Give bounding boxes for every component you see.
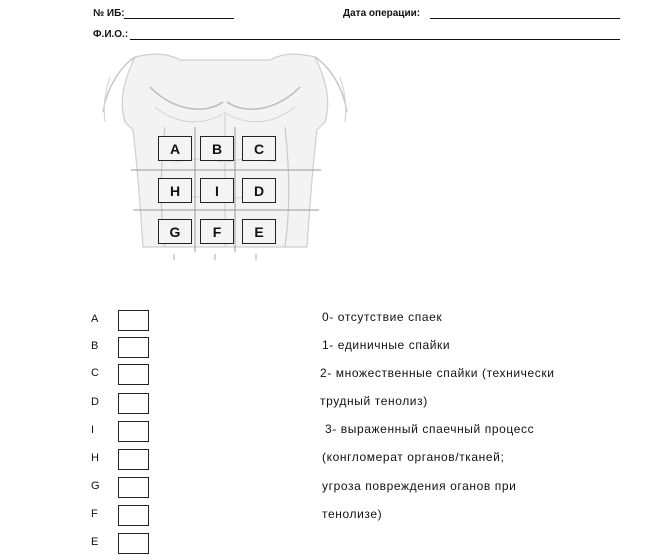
legend-line: тенолизе): [322, 507, 383, 521]
checklist-letter: A: [91, 313, 99, 325]
zone-g[interactable]: G: [158, 219, 192, 244]
score-box[interactable]: [118, 364, 149, 385]
date-label: Дата операции:: [343, 8, 421, 19]
legend-line: трудный тенолиз): [320, 394, 428, 408]
score-box[interactable]: [118, 477, 149, 498]
ib-label: № ИБ:: [93, 8, 125, 19]
checklist-letter: B: [91, 340, 99, 352]
score-box[interactable]: [118, 421, 149, 442]
zone-f[interactable]: F: [200, 219, 234, 244]
score-box[interactable]: [118, 505, 149, 526]
legend-line: 0- отсутствие спаек: [322, 310, 443, 324]
checklist-letter: E: [91, 536, 99, 548]
legend-line: 2- множественные спайки (технически: [320, 366, 555, 380]
zone-h[interactable]: H: [158, 178, 192, 203]
checklist-letter: H: [91, 452, 99, 464]
zone-e[interactable]: E: [242, 219, 276, 244]
score-box[interactable]: [118, 393, 149, 414]
date-field[interactable]: [430, 18, 620, 19]
zone-a[interactable]: A: [158, 136, 192, 161]
fio-label: Ф.И.О.:: [93, 29, 129, 40]
score-box[interactable]: [118, 310, 149, 331]
checklist-letter: D: [91, 396, 99, 408]
score-box[interactable]: [118, 449, 149, 470]
ib-field[interactable]: [124, 18, 234, 19]
legend-line: угроза повреждения оганов при: [322, 479, 517, 493]
score-box[interactable]: [118, 337, 149, 358]
date-value: [430, 6, 620, 17]
zone-d[interactable]: D: [242, 178, 276, 203]
fio-value: [130, 27, 620, 38]
zone-c[interactable]: C: [242, 136, 276, 161]
legend-line: (конгломерат органов/тканей;: [322, 450, 505, 464]
score-box[interactable]: [118, 533, 149, 554]
ib-value: [124, 6, 234, 17]
zone-b[interactable]: B: [200, 136, 234, 161]
abdomen-diagram: [95, 52, 355, 270]
checklist-letter: C: [91, 367, 99, 379]
checklist-letter: F: [91, 508, 98, 520]
zone-i[interactable]: I: [200, 178, 234, 203]
legend-line: 3- выраженный спаечный процесс: [325, 422, 535, 436]
fio-field[interactable]: [130, 39, 620, 40]
legend-line: 1- единичные спайки: [322, 338, 451, 352]
checklist-letter: I: [91, 424, 95, 436]
checklist-letter: G: [91, 480, 100, 492]
